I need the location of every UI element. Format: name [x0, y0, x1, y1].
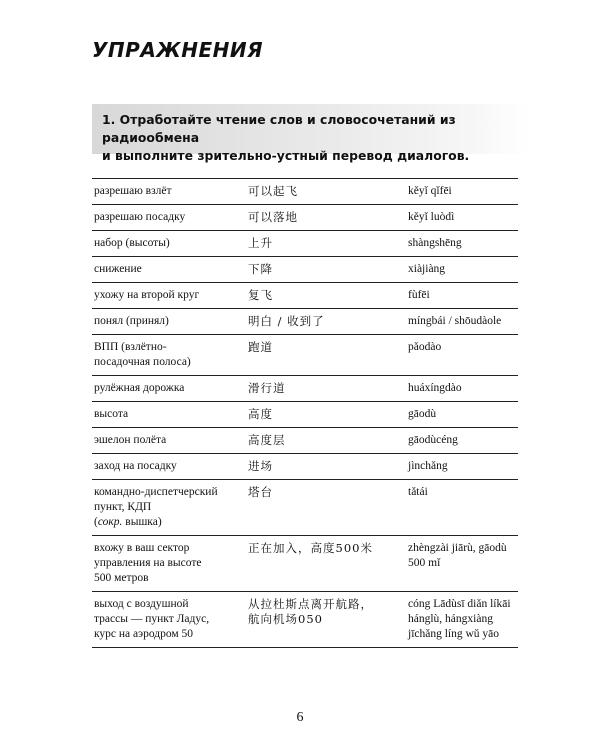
pinyin-cell: xiàjiàng [406, 257, 518, 283]
exercise-instruction: 1. Отработайте чтение слов и словосочетаний из радиообмена и выполните зрительно-устный перевод диалогов. [102, 112, 470, 163]
russian-term-cell: заход на посадку [92, 454, 246, 480]
russian-term-cell: понял (принял) [92, 309, 246, 335]
table-row [92, 480, 518, 536]
table-row [92, 454, 518, 480]
chinese-term-cell: 滑行道 [246, 376, 406, 402]
chinese-term-cell: 上升 [246, 231, 406, 257]
russian-term-cell: вхожу в ваш сектор управления на высоте 500 метров [92, 536, 246, 592]
table-row [92, 257, 518, 283]
vocabulary-table [92, 178, 518, 648]
chinese-term-cell: 进场 [246, 454, 406, 480]
table-row [92, 428, 518, 454]
table-row [92, 376, 518, 402]
chinese-term-cell: 下降 [246, 257, 406, 283]
chinese-term-cell: 明白 / 收到了 [246, 309, 406, 335]
pinyin-cell: shàngshēng [406, 231, 518, 257]
russian-term-cell: эшелон полёта [92, 428, 246, 454]
russian-term-cell: разрешаю взлёт [92, 179, 246, 205]
chinese-term-cell: 复飞 [246, 283, 406, 309]
chinese-term-cell: 跑道 [246, 335, 406, 376]
chinese-term-cell: 塔台 [246, 480, 406, 536]
pinyin-cell: tǎtái [406, 480, 518, 536]
pinyin-cell: zhèngzài jiārù, gāodù 500 mǐ [406, 536, 518, 592]
chinese-term-cell: 从拉杜斯点离开航路， 航向机场050 [246, 592, 406, 648]
russian-term-cell: командно-диспетчерский пункт, КДП (сокр. вышка) [92, 480, 246, 536]
page-number: 6 [296, 710, 304, 725]
abbreviation-note: сокр. [97, 516, 123, 528]
chinese-term-cell: 可以起飞 [246, 179, 406, 205]
pinyin-cell: gāodùcéng [406, 428, 518, 454]
chinese-term-cell: 高度层 [246, 428, 406, 454]
chinese-term-cell: 正在加入，高度500米 [246, 536, 406, 592]
russian-term-cell: снижение [92, 257, 246, 283]
russian-term-cell: набор (высоты) [92, 231, 246, 257]
russian-term-cell: ухожу на второй круг [92, 283, 246, 309]
pinyin-cell: gāodù [406, 402, 518, 428]
pinyin-cell: cóng Lādùsī diǎn líkāi hánglù, hángxiàng jīchǎng líng wǔ yāo [406, 592, 518, 648]
table-row [92, 536, 518, 592]
table-row [92, 402, 518, 428]
vocabulary-table-body [92, 179, 518, 648]
exercise-banner [92, 104, 532, 163]
pinyin-cell: jìnchǎng [406, 454, 518, 480]
russian-term-cell: рулёжная дорожка [92, 376, 246, 402]
russian-term-cell: разрешаю посадку [92, 205, 246, 231]
table-row [92, 205, 518, 231]
table-row [92, 179, 518, 205]
pinyin-cell: míngbái / shōudàole [406, 309, 518, 335]
russian-term-cell: выход с воздушной трассы — пункт Ладус, курс на аэродром 50 [92, 592, 246, 648]
pinyin-cell: kěyǐ qǐfēi [406, 179, 518, 205]
page-heading: УПРАЖНЕНИЯ [92, 38, 264, 62]
pinyin-cell: fùfēi [406, 283, 518, 309]
pinyin-cell: pǎodào [406, 335, 518, 376]
table-row [92, 335, 518, 376]
chinese-term-cell: 高度 [246, 402, 406, 428]
table-row [92, 309, 518, 335]
russian-term-cell: высота [92, 402, 246, 428]
russian-term-cell: ВПП (взлётно- посадочная полоса) [92, 335, 246, 376]
pinyin-cell: kěyǐ luòdì [406, 205, 518, 231]
chinese-term-cell: 可以落地 [246, 205, 406, 231]
pinyin-cell: huáxíngdào [406, 376, 518, 402]
table-row [92, 231, 518, 257]
table-row [92, 592, 518, 648]
table-row [92, 283, 518, 309]
